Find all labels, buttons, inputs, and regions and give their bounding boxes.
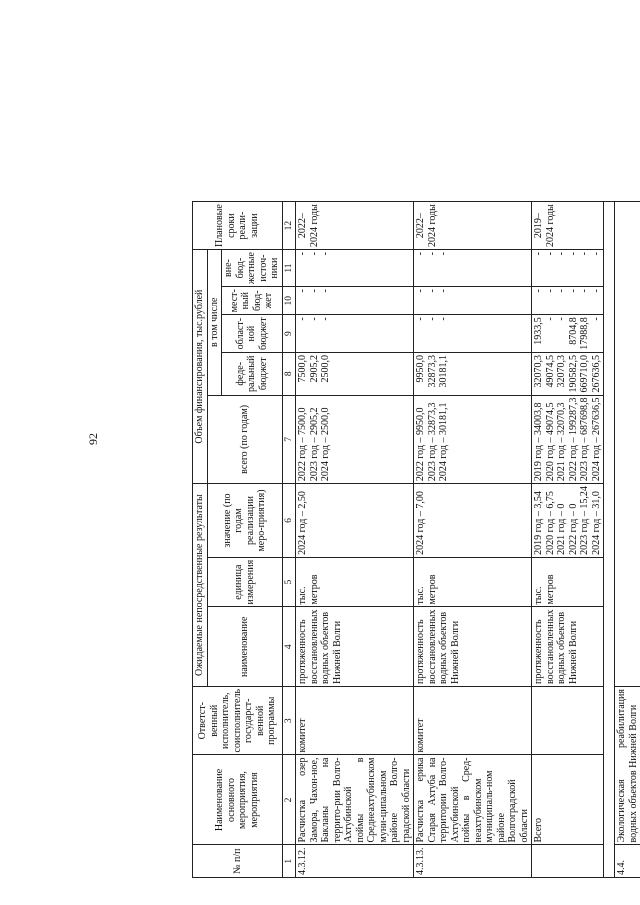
regional-budget-line: - xyxy=(308,317,320,321)
local-budget-line: - xyxy=(544,289,556,293)
table-row xyxy=(532,202,604,878)
rotated-table-block xyxy=(192,201,640,878)
regional-budget xyxy=(296,315,414,353)
header-local: мест-ный бюд-жет xyxy=(222,287,283,315)
local-budget-line: - xyxy=(426,289,438,293)
federal-budget-line: 190582,5 xyxy=(567,355,579,393)
implementation-terms: 2019–2024 годы xyxy=(532,202,604,250)
finance-totals-line: 2022 год – 9950,0 xyxy=(415,407,427,482)
implementation-terms: 2022–2024 годы xyxy=(414,202,532,250)
finance-totals xyxy=(296,395,414,484)
extra-budget-line: - xyxy=(544,252,556,256)
header-result-name: наименование xyxy=(207,607,282,687)
table-row xyxy=(296,202,414,878)
measure-name: Всего xyxy=(532,755,604,845)
spacer-row xyxy=(604,202,615,878)
header-unit: единица измерения xyxy=(207,557,282,607)
header-federal: феде-ральный бюджет xyxy=(222,353,283,396)
regional-budget xyxy=(532,315,604,353)
result-values-line: 2024 год – 31,0 xyxy=(590,491,602,555)
column-number: 12 xyxy=(282,202,296,250)
result-values-line: 2022 год – 0 xyxy=(567,503,579,555)
header-regional: област-ной бюджет xyxy=(222,315,283,353)
regional-budget-line: - xyxy=(544,317,556,321)
finance-totals-line: 2024 год – 30181,1 xyxy=(438,402,450,482)
local-budget-line: - xyxy=(297,289,309,293)
result-values xyxy=(296,484,414,558)
result-values-line: 2024 год – 2,50 xyxy=(297,491,309,555)
federal-budget-line: 669710,0 xyxy=(579,355,591,393)
regional-budget-line: 1933,5 xyxy=(533,317,545,345)
extra-budget-line: - xyxy=(556,252,568,256)
federal-budget-line: 32070,3 xyxy=(533,355,545,388)
federal-budget-line: 32070,3 xyxy=(556,355,568,388)
local-budget-line: - xyxy=(415,289,427,293)
finance-totals-line: 2022 год – 199287,3 xyxy=(567,397,579,482)
next-section-number: 4.4. xyxy=(615,845,640,878)
header-finance-group: Объем финансирования, тыс.рублей xyxy=(193,250,208,484)
local-budget-line: - xyxy=(590,289,602,293)
extra-budget-line: - xyxy=(590,252,602,256)
federal-budget-line: 267636,5 xyxy=(590,355,602,393)
regional-budget-line: 17988,8 xyxy=(579,317,591,350)
finance-totals-line: 2019 год – 34003,8 xyxy=(533,402,545,482)
next-section-name: Экологическая реабилитация водных объектов Нижней Волги xyxy=(615,687,640,846)
local-budget-line: - xyxy=(438,289,450,293)
federal-budget xyxy=(532,353,604,396)
local-budget-line: - xyxy=(320,289,332,293)
regional-budget-line: - xyxy=(438,317,450,321)
result-name: протяженность восстановленных водных объектов Нижней Волги xyxy=(296,607,414,687)
finance-totals-line: 2021 год – 32070,3 xyxy=(556,402,568,482)
header-no: № п/п xyxy=(193,845,283,878)
federal-budget-line: 7500,0 xyxy=(297,355,309,383)
result-values-line: 2023 год – 15,24 xyxy=(579,486,591,555)
extra-budget xyxy=(532,250,604,287)
finance-totals-line: 2023 год – 687698,8 xyxy=(579,397,591,482)
result-values xyxy=(414,484,532,558)
local-budget xyxy=(532,287,604,315)
page-number: 92 xyxy=(86,433,100,445)
extra-budget xyxy=(414,250,532,287)
extra-budget-line: - xyxy=(533,252,545,256)
finance-totals-line: 2020 год – 49074,5 xyxy=(544,402,556,482)
unit: тыс. метров xyxy=(296,557,414,607)
local-budget-line: - xyxy=(579,289,591,293)
extra-budget-line: - xyxy=(320,252,332,256)
local-budget-line: - xyxy=(308,289,320,293)
result-values-line: 2020 год – 6,75 xyxy=(544,491,556,555)
header-including-group: в том числе xyxy=(207,250,222,395)
result-values-line: 2019 год – 3,54 xyxy=(533,491,545,555)
federal-budget-line: 32873,3 xyxy=(426,355,438,388)
column-number: 8 xyxy=(282,353,296,396)
extra-budget-line: - xyxy=(297,252,309,256)
regional-budget-line: - xyxy=(556,317,568,321)
column-number: 5 xyxy=(282,557,296,607)
spacer-cell xyxy=(604,202,615,878)
implementation-terms: 2022–2024 годы xyxy=(296,202,414,250)
result-name: протяженность восстановленных водных объектов Нижней Волги xyxy=(532,607,604,687)
finance-totals-line: 2023 год – 2905,2 xyxy=(308,407,320,482)
local-budget-line: - xyxy=(533,289,545,293)
next-section-empty xyxy=(615,202,640,687)
measure-name: Расчистка ерика Старая Ахтуба на территории Волго-Ахтубинской поймы в Сред-неахтубинском муниципаль-ном районе Волгоградской области xyxy=(414,755,532,845)
header-name: Наименование основного мероприятия, мероприятия xyxy=(193,755,283,845)
executor: комитет xyxy=(296,687,414,756)
regional-budget-line: - xyxy=(426,317,438,321)
row-number: 4.3.12. xyxy=(296,845,414,878)
row-number: 4.3.13. xyxy=(414,845,532,878)
local-budget-line: - xyxy=(556,289,568,293)
extra-budget-line: - xyxy=(579,252,591,256)
result-values-line: 2024 год – 7,00 xyxy=(415,491,427,555)
federal-budget xyxy=(296,353,414,396)
finance-totals-line: 2024 год – 2500,0 xyxy=(320,407,332,482)
executor xyxy=(532,687,604,756)
finance-totals-line: 2022 год – 7500,0 xyxy=(297,407,309,482)
regional-budget-line: 8704,8 xyxy=(567,317,579,345)
regional-budget-line: - xyxy=(297,317,309,321)
extra-budget xyxy=(296,250,414,287)
local-budget xyxy=(414,287,532,315)
federal-budget-line: 9950,0 xyxy=(415,355,427,383)
column-number: 6 xyxy=(282,484,296,558)
header-extra: вне-бюд-жетные источ-ники xyxy=(222,250,283,287)
header-results-group: Ожидаемые непосредственные результаты xyxy=(193,484,208,687)
column-number: 2 xyxy=(282,755,296,845)
row-number xyxy=(532,845,604,878)
local-budget-line: - xyxy=(567,289,579,293)
finance-totals-line: 2023 год – 32873,3 xyxy=(426,402,438,482)
header-executor: Ответст-венный исполнитель, соисполнитель государст-венной программы xyxy=(193,687,283,756)
result-values xyxy=(532,484,604,558)
finance-totals-line: 2024 год – 267636,5 xyxy=(590,397,602,482)
column-number: 11 xyxy=(282,250,296,287)
next-section-row xyxy=(615,202,640,878)
local-budget xyxy=(296,287,414,315)
header-terms: Плановые сроки реали-зации xyxy=(193,202,283,250)
column-number-row xyxy=(282,202,296,878)
column-number: 1 xyxy=(282,845,296,878)
unit: тыс. метров xyxy=(532,557,604,607)
executor: комитет xyxy=(414,687,532,756)
federal-budget-line: 49074,5 xyxy=(544,355,556,388)
column-number: 9 xyxy=(282,315,296,353)
table-row xyxy=(414,202,532,878)
extra-budget-line: - xyxy=(426,252,438,256)
regional-budget-line: - xyxy=(320,317,332,321)
extra-budget-line: - xyxy=(567,252,579,256)
result-name: протяженность восстановленных водных объектов Нижней Волги xyxy=(414,607,532,687)
program-table xyxy=(192,201,640,878)
finance-totals xyxy=(532,395,604,484)
regional-budget xyxy=(414,315,532,353)
federal-budget xyxy=(414,353,532,396)
extra-budget-line: - xyxy=(415,252,427,256)
extra-budget-line: - xyxy=(308,252,320,256)
federal-budget-line: 2500,0 xyxy=(320,355,332,383)
regional-budget-line: - xyxy=(415,317,427,321)
column-number: 10 xyxy=(282,287,296,315)
column-number: 4 xyxy=(282,607,296,687)
federal-budget-line: 2905,2 xyxy=(308,355,320,383)
measure-name: Расчистка озер Замора, Чахон-ное, Бакланы на террито-рии Волго-Ахтубинской поймы в Среднеахтубинском муни-ципальном районе Волго-градской области xyxy=(296,755,414,845)
result-values-line: 2021 год – 0 xyxy=(556,503,568,555)
regional-budget-line: - xyxy=(590,317,602,321)
federal-budget-line: 30181,1 xyxy=(438,355,450,388)
unit: тыс. метров xyxy=(414,557,532,607)
column-number: 7 xyxy=(282,395,296,484)
header-value: значение (по годам реализации меро-приятия) xyxy=(207,484,282,558)
column-number: 3 xyxy=(282,687,296,756)
extra-budget-line: - xyxy=(438,252,450,256)
finance-totals xyxy=(414,395,532,484)
header-total: всего (по годам) xyxy=(207,395,282,484)
